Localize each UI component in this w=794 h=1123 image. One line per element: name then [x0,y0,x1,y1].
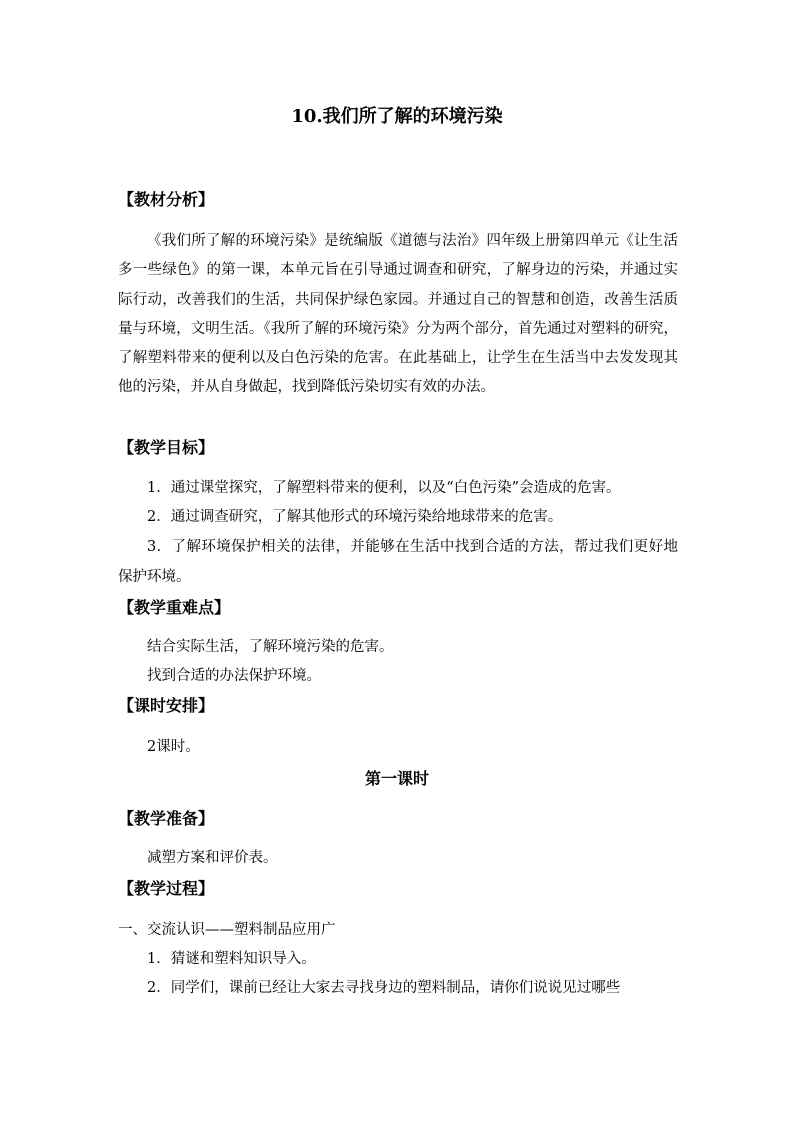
document-title: 10.我们所了解的环境污染 [291,106,503,127]
schedule-text: 2课时。 [147,739,200,755]
process-item-2: 2．同学们，课前已经让大家去寻找身边的塑料制品，请你们说说见过哪些 [147,980,621,996]
key-points-heading: 【教学重难点】 [118,598,231,617]
goal-item-2: 2．通过调查研究，了解其他形式的环境污染给地球带来的危害。 [147,509,563,525]
process-step-one: 一、交流认识——塑料制品应用广 [118,922,336,938]
analysis-paragraph: 《我们所了解的环境污染》是统编版《道德与法治》四年级上册第四单元《让生活多一些绿色》的第一课，本单元旨在引导通过调查和研究，了解身边的污染，并通过实际行动，改善我们的生活，共同保护绿色家园。并通过自己的智慧和创造，改善生活质量与环境，文明生活。《我所了解的环境污染》分为两个部分，首先通过对塑料的研究，了解塑料带来的便利以及白色污染的危害。在此基础上，让学生在生活当中去发发现其他的污染，并从自身做起，找到降低污染切实有效的办法。 [118,233,678,396]
preparation-heading: 【教学准备】 [118,809,215,828]
goal-item-3: 3．了解环境保护相关的法律，并能够在生活中找到合适的方法，帮过我们更好地保护环境。 [118,539,678,585]
process-item-1: 1．猜谜和塑料知识导入。 [147,951,316,967]
preparation-text: 减塑方案和评价表。 [147,850,278,866]
goal-item-1: 1．通过课堂探究，了解塑料带来的便利，以及“白色污染”会造成的危害。 [147,480,621,496]
schedule-heading: 【课时安排】 [118,696,215,715]
analysis-heading: 【教材分析】 [118,190,215,209]
key-point-item-1: 结合实际生活，了解环境污染的危害。 [147,639,394,655]
key-point-item-2: 找到合适的办法保护环境。 [147,668,321,684]
lesson-one-title: 第一课时 [364,769,429,788]
goals-heading: 【教学目标】 [118,438,215,457]
process-heading: 【教学过程】 [118,879,215,898]
